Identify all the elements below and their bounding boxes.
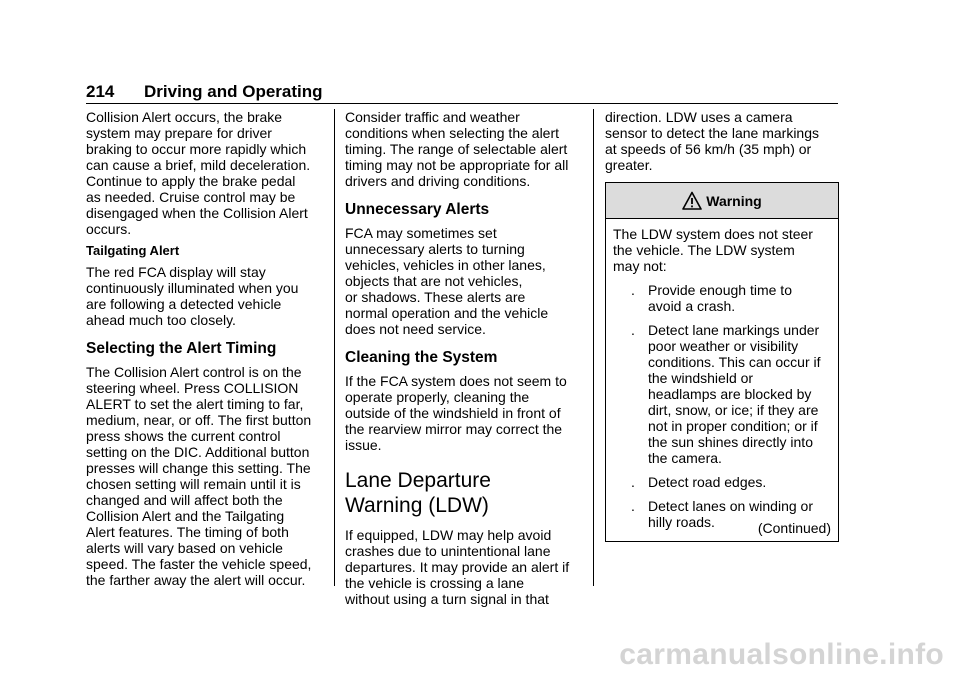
warning-list bbox=[613, 282, 831, 530]
column-1 bbox=[86, 109, 328, 594]
warning-title: Warning bbox=[706, 192, 762, 209]
text-line: sensor to detect the lane markings bbox=[605, 125, 820, 141]
list-item-text bbox=[648, 474, 831, 490]
text-line: poor weather or visibility bbox=[648, 338, 799, 354]
continued-label: (Continued) bbox=[757, 520, 831, 536]
paragraph bbox=[345, 373, 581, 453]
text-line: the farther away the alert will occur. bbox=[86, 572, 306, 588]
text-line: normal operation and the vehicle bbox=[345, 305, 549, 321]
text-line: dirt, snow, or ice; if they are bbox=[648, 402, 819, 418]
warning-body bbox=[606, 219, 838, 530]
text-line: avoid a crash. bbox=[648, 298, 736, 314]
text-line: Detect lanes on winding or bbox=[648, 498, 813, 514]
text-line: outside of the windshield in front of bbox=[345, 405, 561, 421]
bullet-icon: . bbox=[631, 282, 635, 298]
text-line: medium, near, or off. The first button bbox=[86, 412, 312, 428]
text-line: drivers and driving conditions. bbox=[345, 173, 531, 189]
text-line: unnecessary alerts to turning bbox=[345, 241, 525, 257]
text-line: operate properly, cleaning the bbox=[345, 389, 530, 405]
text-line: presses will change this setting. The bbox=[86, 460, 311, 476]
text-line: not in proper condition; or if bbox=[648, 418, 818, 434]
text-line: Collision Alert occurs, the brake bbox=[86, 109, 283, 125]
text-line: the windshield or bbox=[648, 370, 754, 386]
text-line: timing. The range of selectable alert bbox=[345, 141, 568, 157]
warning-list-item bbox=[613, 322, 831, 466]
text-line: vehicles, vehicles in other lanes, bbox=[345, 257, 546, 273]
subheading-tailgating-alert: Tailgating Alert bbox=[86, 243, 180, 258]
paragraph bbox=[605, 109, 839, 173]
warning-list-item bbox=[613, 282, 831, 314]
text-line: crashes due to unintentional lane bbox=[345, 543, 551, 559]
column-2 bbox=[345, 109, 581, 613]
page-header bbox=[86, 82, 838, 104]
paragraph bbox=[86, 264, 328, 328]
text-line: The LDW system does not steer bbox=[613, 226, 813, 242]
text-line: may not: bbox=[613, 258, 667, 274]
text-line: setting on the DIC. Additional button bbox=[86, 444, 310, 460]
text-line: conditions. This can occur if bbox=[648, 354, 821, 370]
text-line: departures. It may provide an alert if bbox=[345, 559, 570, 575]
text-line: braking to occur more rapidly which bbox=[86, 141, 307, 157]
text-line: system may prepare for driver bbox=[86, 125, 272, 141]
text-line: the vehicle. The LDW system bbox=[613, 242, 795, 258]
text-line: Provide enough time to bbox=[648, 282, 792, 298]
watermark: carmanualsonline.info bbox=[619, 638, 944, 671]
bullet-icon: . bbox=[631, 498, 635, 514]
list-item-text bbox=[648, 282, 831, 314]
text-line: The red FCA display will stay bbox=[86, 264, 266, 280]
text-line: at speeds of 56 km/h (35 mph) or bbox=[605, 141, 812, 157]
section-title: Driving and Operating bbox=[144, 82, 323, 101]
paragraph bbox=[86, 364, 328, 588]
text-line: are following a detected vehicle bbox=[86, 296, 282, 312]
paragraph bbox=[86, 109, 328, 237]
text-line: direction. LDW uses a camera bbox=[605, 109, 793, 125]
text-line: the rearview mirror may correct the bbox=[345, 421, 563, 437]
column-3 bbox=[605, 109, 839, 179]
column-divider bbox=[593, 109, 594, 586]
text-line: timing may not be appropriate for all bbox=[345, 157, 569, 173]
text-line: Lane Departure bbox=[345, 469, 491, 492]
text-line: Continue to apply the brake pedal bbox=[86, 173, 296, 189]
text-line: steering wheel. Press COLLISION bbox=[86, 380, 299, 396]
text-line: ahead much too closely. bbox=[86, 312, 236, 328]
text-line: Alert features. The timing of both bbox=[86, 524, 289, 540]
paragraph bbox=[345, 527, 581, 607]
text-line: continuously illuminated when you bbox=[86, 280, 299, 296]
text-line: as needed. Cruise control may be bbox=[86, 189, 296, 205]
text-line: the sun shines directly into bbox=[648, 434, 813, 450]
text-line: or shadows. These alerts are bbox=[345, 289, 526, 305]
text-line: press shows the current control bbox=[86, 428, 281, 444]
text-line: objects that are not vehicles, bbox=[345, 273, 523, 289]
text-line: hilly roads. bbox=[648, 514, 715, 530]
text-line: conditions when selecting the alert bbox=[345, 125, 560, 141]
warning-list-item bbox=[613, 474, 831, 490]
warning-intro bbox=[613, 226, 831, 274]
text-line: Warning (LDW) bbox=[345, 494, 489, 517]
text-line: changed and will affect both the bbox=[86, 492, 283, 508]
text-line: disengaged when the Collision Alert bbox=[86, 205, 308, 221]
bullet-icon: . bbox=[631, 474, 635, 490]
text-line: If the FCA system does not seem to bbox=[345, 373, 567, 389]
paragraph bbox=[345, 225, 581, 337]
text-line: occurs. bbox=[86, 221, 132, 237]
warning-triangle-icon bbox=[682, 191, 702, 211]
text-line: speed. The faster the vehicle speed, bbox=[86, 556, 312, 572]
text-line: Consider traffic and weather bbox=[345, 109, 520, 125]
heading-lane-departure-warning bbox=[345, 468, 581, 518]
text-line: Detect road edges. bbox=[648, 474, 767, 490]
text-line: The Collision Alert control is on the bbox=[86, 364, 302, 380]
text-line: If equipped, LDW may help avoid bbox=[345, 527, 552, 543]
page-number: 214 bbox=[86, 82, 115, 101]
text-line: does not need service. bbox=[345, 321, 486, 337]
text-line: the vehicle is crossing a lane bbox=[345, 575, 524, 591]
text-line: chosen setting will remain until it is bbox=[86, 476, 301, 492]
text-line: Detect lane markings under bbox=[648, 322, 820, 338]
column-divider bbox=[334, 109, 335, 586]
header-rule bbox=[86, 103, 838, 104]
warning-box bbox=[605, 182, 839, 542]
text-line: issue. bbox=[345, 437, 382, 453]
text-line: Collision Alert and the Tailgating bbox=[86, 508, 285, 524]
text-line: alerts will vary based on vehicle bbox=[86, 540, 283, 556]
list-item-text bbox=[648, 322, 831, 466]
text-line: ALERT to set the alert timing to far, bbox=[86, 396, 304, 412]
bullet-icon: . bbox=[631, 322, 635, 338]
heading-cleaning-system: Cleaning the System bbox=[345, 349, 498, 366]
text-line: without using a turn signal in that bbox=[345, 591, 549, 607]
heading-selecting-alert-timing: Selecting the Alert Timing bbox=[86, 340, 277, 357]
text-line: greater. bbox=[605, 157, 653, 173]
text-line: headlamps are blocked by bbox=[648, 386, 812, 402]
text-line: can cause a brief, mild deceleration. bbox=[86, 157, 311, 173]
heading-unnecessary-alerts: Unnecessary Alerts bbox=[345, 201, 490, 218]
text-line: FCA may sometimes set bbox=[345, 225, 497, 241]
paragraph bbox=[345, 109, 581, 189]
warning-header bbox=[606, 183, 838, 219]
text-line: the camera. bbox=[648, 450, 722, 466]
